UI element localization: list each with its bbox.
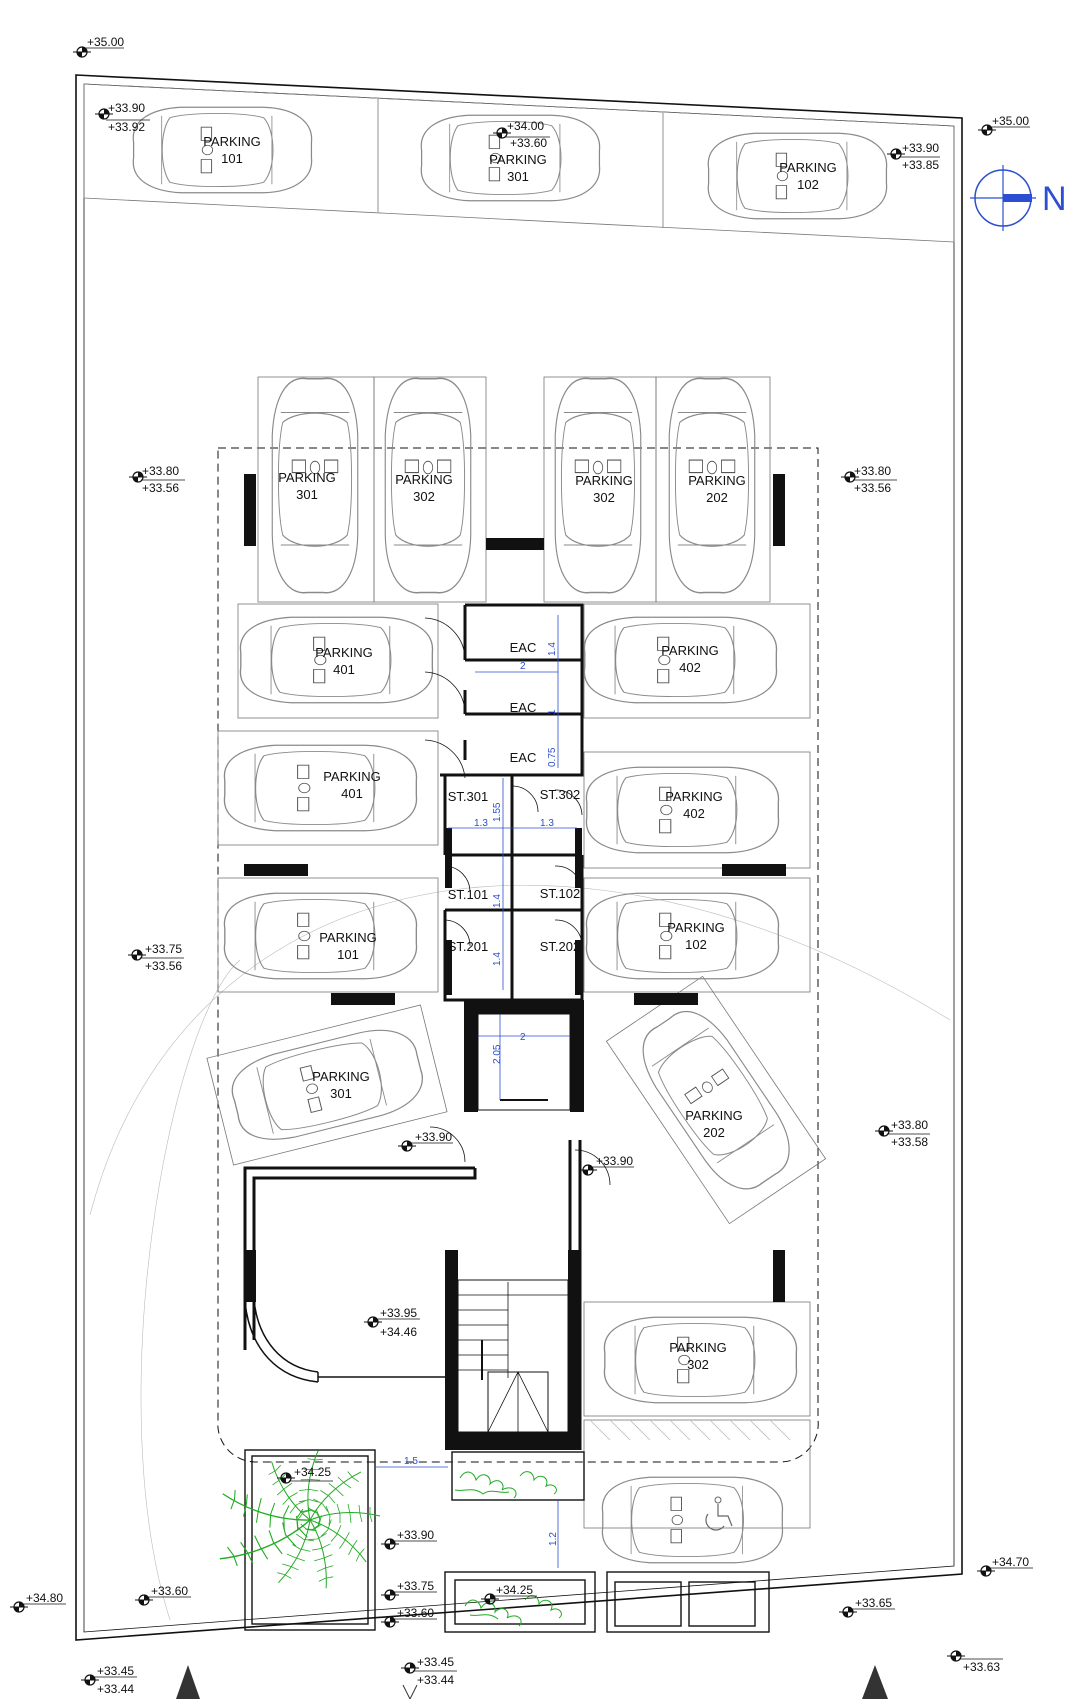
level-marker: +33.56: [142, 481, 180, 495]
store-302-label: ST.302: [539, 787, 581, 802]
eac-height-2-dim: 1: [547, 709, 558, 715]
parking-102-b-label: PARKING: [667, 920, 725, 935]
parking-402-b-number: 402: [683, 806, 705, 821]
level-marker: +33.95: [380, 1306, 418, 1320]
parking-202-c-label: PARKING: [685, 1108, 743, 1123]
level-marker: +33.90: [108, 101, 146, 115]
store-201-label: ST.201: [447, 939, 489, 954]
parking-101-top-label: PARKING: [203, 134, 261, 149]
level-marker: +33.80: [142, 464, 180, 478]
north-label: N: [1042, 180, 1067, 218]
parking-102-top-label: PARKING: [779, 160, 837, 175]
level-marker: +33.65: [855, 1596, 893, 1610]
site-boundary-inner: [84, 84, 954, 1632]
store-102-label: ST.102: [539, 886, 581, 901]
level-marker: +33.90: [596, 1154, 634, 1168]
level-marker: +33.60: [151, 1584, 189, 1598]
parking-301-c-label: PARKING: [312, 1069, 370, 1084]
parking-202-a-number: 202: [706, 490, 728, 505]
level-marker: +33.44: [97, 1682, 135, 1696]
eac-room-1-label: EAC: [509, 640, 537, 655]
parking-302-b-number: 302: [593, 490, 615, 505]
level-marker: +34.25: [294, 1465, 332, 1479]
level-marker: +34.25: [496, 1583, 534, 1597]
store-301-label: ST.301: [447, 789, 489, 804]
parking-302-a-label: PARKING: [395, 472, 453, 487]
store-width-1-dim: 1.3: [474, 818, 488, 829]
parking-101-b-label: PARKING: [319, 930, 377, 945]
lift-shaft: [464, 1000, 584, 1112]
level-marker: +33.60: [510, 136, 548, 150]
entry-width-dim: 1.5: [404, 1456, 418, 1467]
level-marker: +33.85: [902, 158, 940, 172]
level-marker: +33.44: [417, 1673, 455, 1687]
parking-102-top-number: 102: [797, 177, 819, 192]
parking-301-a-number: 301: [296, 487, 318, 502]
level-marker: +33.58: [891, 1135, 929, 1149]
level-marker: +33.63: [963, 1660, 1001, 1674]
store-height-3-dim: 1.4: [492, 952, 503, 966]
parking-401-a-number: 401: [333, 662, 355, 677]
level-marker: +33.80: [891, 1118, 929, 1132]
level-marker: +33.90: [415, 1130, 453, 1144]
level-marker: +35.00: [87, 35, 125, 49]
store-width-2-dim: 1.3: [540, 818, 554, 829]
level-marker: +33.45: [97, 1664, 135, 1678]
level-marker: +34.46: [380, 1325, 418, 1339]
store-101-label: ST.101: [447, 887, 489, 902]
level-marker: +33.90: [902, 141, 940, 155]
level-marker: +33.56: [854, 481, 892, 495]
lift-width-dim: 2: [520, 1032, 526, 1043]
parking-302-a-number: 302: [413, 489, 435, 504]
eac-room-2-label: EAC: [509, 700, 537, 715]
parking-402-a-label: PARKING: [661, 643, 719, 658]
parking-101-b-number: 101: [337, 947, 359, 962]
level-marker: +34.00: [507, 119, 545, 133]
parking-101-top-number: 101: [221, 151, 243, 166]
entry-height-dim: 1.2: [548, 1532, 559, 1546]
parking-401-a-label: PARKING: [315, 645, 373, 660]
level-marker: +33.56: [145, 959, 183, 973]
store-height-1-dim: 1.55: [492, 802, 503, 822]
parking-401-b-number: 401: [341, 786, 363, 801]
parking-301-c-number: 301: [330, 1086, 352, 1101]
parking-202-a-label: PARKING: [688, 473, 746, 488]
eac-room-3-label: EAC: [509, 750, 537, 765]
hatch-area: [590, 1420, 790, 1440]
eac-height-3-dim: 0.75: [547, 747, 558, 767]
accessible-symbol: [706, 1497, 732, 1530]
level-marker: +33.90: [397, 1528, 435, 1542]
level-marker: +33.80: [854, 464, 892, 478]
section-markers: [176, 1665, 888, 1699]
dimension-labels: [404, 642, 559, 1546]
parking-401-b-label: PARKING: [323, 769, 381, 784]
level-marker: +34.70: [992, 1555, 1030, 1569]
store-202-label: ST.202: [539, 939, 581, 954]
parking-402-a-number: 402: [679, 660, 701, 675]
parking-402-b-label: PARKING: [665, 789, 723, 804]
parking-202-c-number: 202: [703, 1125, 725, 1140]
parking-301-a-label: PARKING: [278, 470, 336, 485]
parking-301-top-number: 301: [507, 169, 529, 184]
level-marker: +33.75: [145, 942, 183, 956]
ramp-boundary: [218, 448, 818, 1462]
level-marker: +33.92: [108, 120, 146, 134]
parking-301-top-label: PARKING: [489, 152, 547, 167]
lift-height-dim: 2.05: [492, 1044, 503, 1064]
parking-302-b-label: PARKING: [575, 473, 633, 488]
parking-102-b-number: 102: [685, 937, 707, 952]
room-labels: [448, 640, 580, 954]
parking-302-c-label: PARKING: [669, 1340, 727, 1355]
turning-arc: [90, 885, 950, 1215]
parking-302-c-number: 302: [687, 1357, 709, 1372]
level-marker: +35.00: [992, 114, 1030, 128]
turning-arc-2: [141, 960, 240, 1620]
level-marker: +33.60: [397, 1606, 435, 1620]
site-boundary: [76, 75, 962, 1640]
north-arrow: [970, 165, 1067, 231]
level-marker: +33.45: [417, 1655, 455, 1669]
store-height-2-dim: 1.4: [492, 894, 503, 908]
eac-height-1-dim: 1.4: [547, 642, 558, 656]
eac-width-dim: 2: [520, 661, 526, 672]
level-marker: +34.80: [26, 1591, 64, 1605]
stairwell: [445, 1250, 580, 1450]
level-marker: +33.75: [397, 1579, 435, 1593]
